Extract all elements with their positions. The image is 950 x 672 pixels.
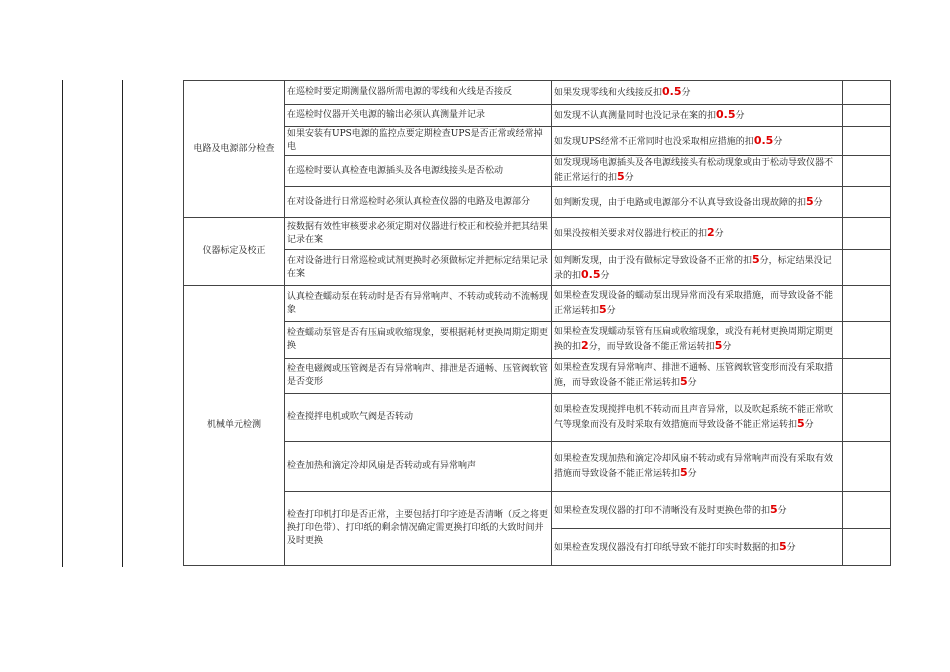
penalty-value: 0.5 — [716, 108, 736, 121]
score-cell — [843, 492, 891, 529]
score-cell — [843, 394, 891, 442]
item-cell: 在巡检时要认真检查电源插头及各电源线接头是否松动 — [285, 156, 552, 187]
table-row — [184, 286, 891, 322]
penalty-value: 0.5 — [753, 133, 774, 147]
rule-cell: 如发现不认真测量同时也没记录在案的扣0.5分 — [552, 105, 843, 127]
item-cell: 如果安装有UPS电源的监控点要定期检查UPS是否正常或经常掉电 — [285, 127, 552, 156]
column-rule-2 — [122, 80, 123, 567]
score-cell — [843, 127, 891, 156]
score-cell — [843, 322, 891, 359]
penalty-value: 5 — [806, 194, 814, 208]
score-cell — [843, 81, 891, 105]
rule-cell: 如判断发现，由于没有做标定导致设备不正常的扣5分，标定结果没记录的扣0.5分 — [552, 250, 843, 286]
item-cell: 检查加热和滴定冷却风扇是否转动或有异常响声 — [285, 442, 552, 492]
rule-cell: 如果检查发现有异常响声、排泄不通畅、压管阀软管变形而没有采取措施，而导致设备不能正常运转扣5分 — [552, 359, 843, 394]
category-cell: 机械单元检测 — [184, 286, 285, 566]
score-cell — [843, 529, 891, 566]
penalty-value: 5 — [797, 416, 805, 430]
penalty-value: 2 — [707, 226, 715, 239]
penalty-value: 5 — [617, 170, 625, 183]
table-row — [184, 442, 891, 492]
penalty-value: 5 — [770, 502, 778, 516]
table-row — [184, 105, 891, 127]
table-row — [184, 250, 891, 286]
item-cell: 认真检查蠕动泵在转动时是否有异常响声、不转动或转动不流畅现象 — [285, 286, 552, 322]
rule-cell: 如果发现零线和火线接反扣0.5分 — [552, 81, 843, 105]
table-row — [184, 156, 891, 187]
score-cell — [843, 250, 891, 286]
table-row — [184, 81, 891, 105]
rule-cell: 如果检查发现加热和滴定冷却风扇不转动或有异常响声而没有采取有效措施而导致设备不能正常运转扣5分 — [552, 442, 843, 492]
score-cell — [843, 105, 891, 127]
penalty-value: 5 — [714, 339, 723, 352]
item-cell: 检查电磁阀或压管阀是否有异常响声、排泄是否通畅、压管阀软管是否变形 — [285, 359, 552, 394]
rule-cell: 如果检查发现设备的蠕动泵出现异常而没有采取措施，而导致设备不能正常运转扣5分 — [552, 286, 843, 322]
inspection-table — [183, 80, 891, 566]
penalty-value: 5 — [599, 302, 607, 316]
penalty-value: 5 — [680, 465, 688, 479]
score-cell — [843, 156, 891, 187]
score-cell — [843, 359, 891, 394]
score-cell — [843, 286, 891, 322]
penalty-value: 5 — [752, 252, 760, 266]
penalty-value: 5 — [680, 375, 688, 388]
table-row — [184, 218, 891, 250]
score-cell — [843, 187, 891, 218]
penalty-value: 0.5 — [581, 267, 601, 281]
score-cell — [843, 442, 891, 492]
rule-cell: 如果检查发现蠕动泵管有压扁或收缩现象，或没有耗材更换周期定期更换的扣2分，而导致设备不能正常运转扣5分 — [552, 322, 843, 359]
rule-cell: 如果检查发现仪器的打印不清晰没有及时更换色带的扣5分 — [552, 492, 843, 529]
table-row — [184, 127, 891, 156]
rule-cell: 如果检查发现仪器没有打印纸导致不能打印实时数据的扣5分 — [552, 529, 843, 566]
table-row — [184, 359, 891, 394]
penalty-value: 2 — [581, 339, 589, 352]
rule-cell: 如发现现场电源插头及各电源线接头有松动现象或由于松动导致仪器不能正常运行的扣5分 — [552, 156, 843, 187]
table-row — [184, 394, 891, 442]
penalty-value: 5 — [779, 539, 787, 553]
score-cell — [843, 218, 891, 250]
table-row — [184, 187, 891, 218]
rule-cell: 如判断发现，由于电路或电源部分不认真导致设备出现故障的扣5分 — [552, 187, 843, 218]
category-cell: 仪器标定及校正 — [184, 218, 285, 286]
rule-cell: 如果检查发现搅拌电机不转动而且声音异常，以及吹起系统不能正常吹气等现象而没有及时采取有效措施而导致设备不能正常运转扣5分 — [552, 394, 843, 442]
column-rule-1 — [62, 80, 63, 567]
item-cell: 在巡检时仪器开关电源的输出必须认真测量并记录 — [285, 105, 552, 127]
table-row — [184, 492, 891, 529]
item-cell: 按数据有效性审核要求必须定期对仪器进行校正和校验并把其结果记录在案 — [285, 218, 552, 250]
item-cell: 在对设备进行日常巡检或试剂更换时必须做标定并把标定结果记录在案 — [285, 250, 552, 286]
item-cell: 检查蠕动泵管是否有压扁或收缩现象，要根据耗材更换周期定期更换 — [285, 322, 552, 359]
rule-cell: 如果没按相关要求对仪器进行校正的扣2分 — [552, 218, 843, 250]
item-cell: 在巡检时要定期测量仪器所需电源的零线和火线是否接反 — [285, 81, 552, 105]
item-cell: 检查搅拌电机或吹气阀是否转动 — [285, 394, 552, 442]
item-cell: 检查打印机打印是否正常，主要包括打印字迹是否清晰（反之将更换打印色带）、打印纸的剩余情况确定需更换打印纸的大致时间并及时更换 — [285, 492, 552, 566]
rule-cell: 如发现UPS经常不正常同时也没采取相应措施的扣0.5分 — [552, 127, 843, 156]
table-row — [184, 322, 891, 359]
category-cell: 电路及电源部分检查 — [184, 81, 285, 218]
item-cell: 在对设备进行日常巡检时必须认真检查仪器的电路及电源部分 — [285, 187, 552, 218]
penalty-value: 0.5 — [662, 85, 682, 98]
